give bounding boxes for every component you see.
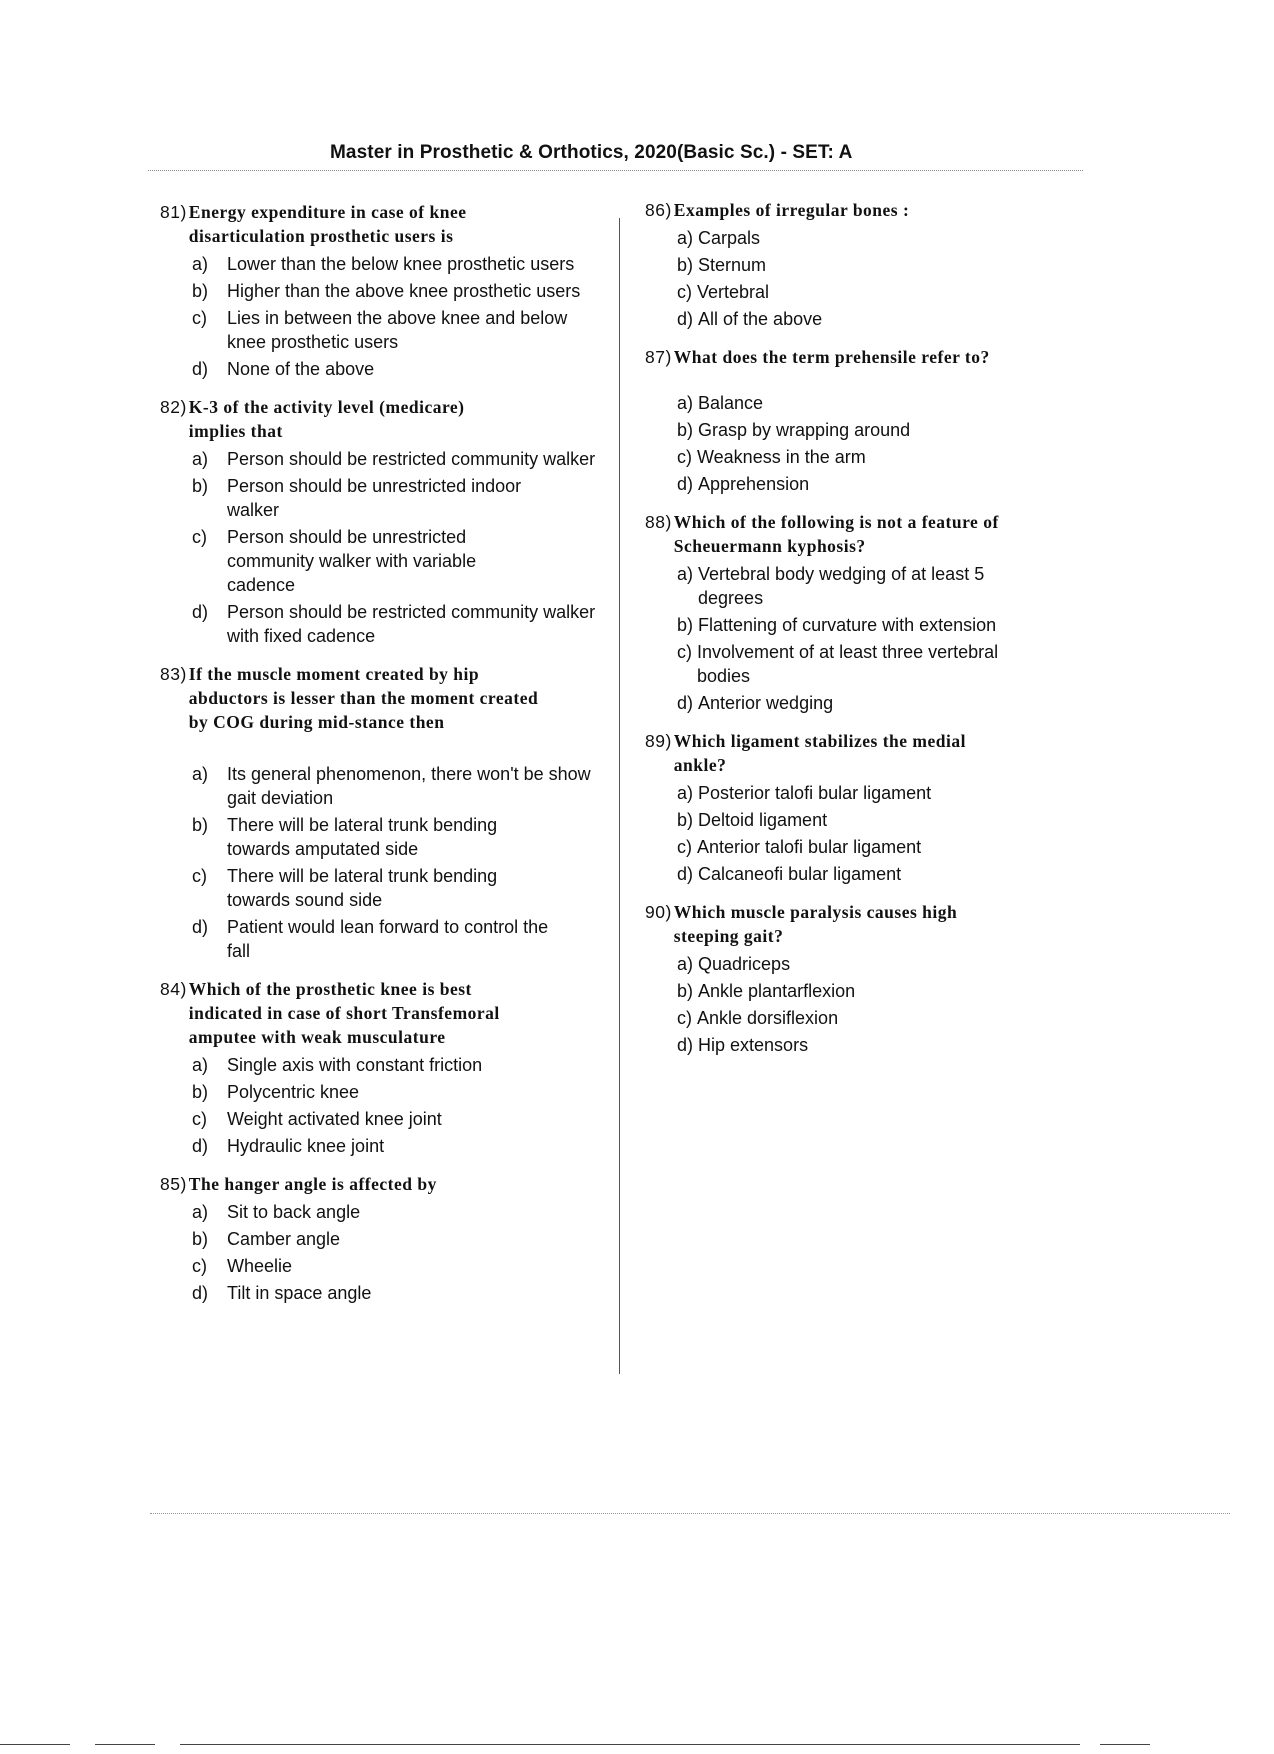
option-text: Calcaneofi bular ligament [698,864,902,884]
option-text: All of the above [698,309,823,329]
footer-scan-line [1100,1744,1150,1745]
question-text: K-3 of the activity level (medicare) implies that [188,397,465,441]
column-divider [619,218,620,1374]
question-number: 85) [160,1174,187,1194]
option-label: c) [192,1109,207,1129]
option [645,253,1065,277]
option-text: Hip extensors [698,1035,809,1055]
option [645,1033,1065,1057]
option-label: a) [677,228,694,248]
option [160,1227,600,1251]
option-text: Ankle plantarflexion [698,981,856,1001]
option [645,808,1065,832]
option-label: b) [192,476,209,496]
option-text: Person should be restricted community walker [227,449,596,469]
option-label: c) [677,837,692,857]
option [160,1134,600,1158]
option-text: Quadriceps [698,954,791,974]
question-88 [645,510,1065,715]
footer-divider [150,1513,1230,1514]
option-text: Weakness in the arm [697,447,866,467]
question-number: 83) [160,664,187,684]
right-column [645,198,1065,1071]
option-label: d) [677,693,694,713]
option-text: Single axis with constant friction [227,1055,483,1075]
question-number: 89) [645,731,672,751]
question-number: 81) [160,202,187,222]
option-label: a) [677,954,694,974]
option-text: There will be lateral trunk bending towards amputated side [227,815,498,859]
option-label: a) [677,393,694,413]
option-text: Flattening of curvature with extension [698,615,997,635]
option-label: d) [677,864,694,884]
question-85 [160,1172,600,1305]
option [160,762,600,810]
option [160,279,600,303]
option [645,862,1065,886]
question-text: The hanger angle is affected by [188,1174,437,1194]
option-label: d) [677,1035,694,1055]
option-text: Grasp by wrapping around [698,420,911,440]
option-text: Lower than the below knee prosthetic users [227,254,575,274]
question-83 [160,662,600,963]
option-label: c) [192,308,207,328]
option [160,813,600,861]
option [645,781,1065,805]
footer-scan-line [95,1744,155,1745]
header-divider [148,170,1083,171]
question-82 [160,395,600,648]
left-column [160,200,600,1319]
question-number: 84) [160,979,187,999]
option-text: Higher than the above knee prosthetic users [227,281,581,301]
option [160,1080,600,1104]
option [645,418,1065,442]
option-text: Anterior talofi bular ligament [697,837,922,857]
option [160,1107,600,1131]
option [160,1254,600,1278]
option-text: Person should be restricted community walker with fixed cadence [227,602,596,646]
option [645,835,1065,859]
option-text: Weight activated knee joint [227,1109,442,1129]
footer-scan-line [0,1744,70,1745]
option-label: b) [192,1229,209,1249]
option-label: a) [192,449,209,469]
option-label: d) [192,602,209,622]
option-text: Posterior talofi bular ligament [698,783,932,803]
option [645,613,1065,637]
option [645,1006,1065,1030]
option-text: Person should be unrestricted indoor walker [227,476,522,520]
question-87 [645,345,1065,496]
option [645,952,1065,976]
option [160,252,600,276]
option-text: Anterior wedging [698,693,834,713]
option [645,640,1065,688]
option-label: d) [677,309,694,329]
question-number: 86) [645,200,672,220]
option-label: a) [192,764,209,784]
question-number: 90) [645,902,672,922]
option-text: Apprehension [698,474,810,494]
option-label: c) [677,1008,692,1028]
option [160,357,600,381]
option [160,864,600,912]
option-label: d) [677,474,694,494]
option-text: Vertebral body wedging of at least 5 degrees [698,564,985,608]
option-text: Hydraulic knee joint [227,1136,385,1156]
option-text: Ankle dorsiflexion [697,1008,839,1028]
option-label: c) [192,866,207,886]
option [160,447,600,471]
option-text: Lies in between the above knee and below knee prosthetic users [227,308,568,352]
option [160,474,600,522]
footer-scan-line [180,1744,1080,1745]
option-label: c) [677,447,692,467]
option-text: Carpals [698,228,761,248]
option-text: None of the above [227,359,375,379]
option-text: Wheelie [227,1256,293,1276]
option-label: c) [677,642,692,662]
option-label: a) [192,1055,209,1075]
option [645,445,1065,469]
option-label: a) [192,254,209,274]
option-text: Sternum [698,255,767,275]
option [645,691,1065,715]
option-label: b) [192,281,209,301]
question-text: Which ligament stabilizes the medial ankle? [673,731,966,775]
option [645,391,1065,415]
option-label: d) [192,1136,209,1156]
question-number: 88) [645,512,672,532]
option [645,226,1065,250]
option [645,562,1065,610]
option-text: Involvement of at least three vertebral bodies [697,642,999,686]
option [160,1281,600,1305]
option [645,472,1065,496]
question-text: Which muscle paralysis causes high steeping gait? [673,902,958,946]
option [645,307,1065,331]
option-text: Polycentric knee [227,1082,360,1102]
question-86 [645,198,1065,331]
option-text: Sit to back angle [227,1202,361,1222]
question-text: What does the term prehensile refer to? [673,347,990,367]
option-text: Its general phenomenon, there won't be show gait deviation [227,764,591,808]
question-text: Examples of irregular bones : [673,200,910,220]
option-text: Camber angle [227,1229,341,1249]
option-label: b) [192,815,209,835]
option-label: d) [192,1283,209,1303]
option-text: Deltoid ligament [698,810,828,830]
question-number: 82) [160,397,187,417]
option-text: Tilt in space angle [227,1283,372,1303]
option-label: c) [677,282,692,302]
question-number: 87) [645,347,672,367]
option-label: b) [677,981,694,1001]
option [645,979,1065,1003]
option [160,1053,600,1077]
option-label: c) [192,1256,207,1276]
option-text: There will be lateral trunk bending towards sound side [227,866,498,910]
question-89 [645,729,1065,886]
option-label: b) [677,420,694,440]
option-label: b) [192,1082,209,1102]
option-label: d) [192,359,209,379]
option-label: c) [192,527,207,547]
option-text: Balance [698,393,764,413]
option-label: d) [192,917,209,937]
question-text: If the muscle moment created by hip abductors is lesser than the moment created by COG during mid-stance then [188,664,539,732]
option-label: a) [677,783,694,803]
question-text: Which of the prosthetic knee is best indicated in case of short Transfemoral amputee with weak musculature [188,979,500,1047]
option-text: Person should be unrestricted community walker with variable cadence [227,527,477,595]
option-text: Vertebral [697,282,770,302]
page-header-title: Master in Prosthetic & Orthotics, 2020(Basic Sc.) - SET: A [330,142,853,163]
option [160,525,600,597]
option-label: a) [677,564,694,584]
question-90 [645,900,1065,1057]
option-label: b) [677,615,694,635]
question-81 [160,200,600,381]
option-label: b) [677,255,694,275]
question-84 [160,977,600,1158]
option-label: b) [677,810,694,830]
option-text: Patient would lean forward to control the fall [227,917,549,961]
option [160,915,600,963]
option-label: a) [192,1202,209,1222]
question-text: Which of the following is not a feature of Scheuermann kyphosis? [673,512,999,556]
question-text: Energy expenditure in case of knee disarticulation prosthetic users is [188,202,467,246]
option [160,1200,600,1224]
option [160,306,600,354]
option [160,600,600,648]
option [645,280,1065,304]
